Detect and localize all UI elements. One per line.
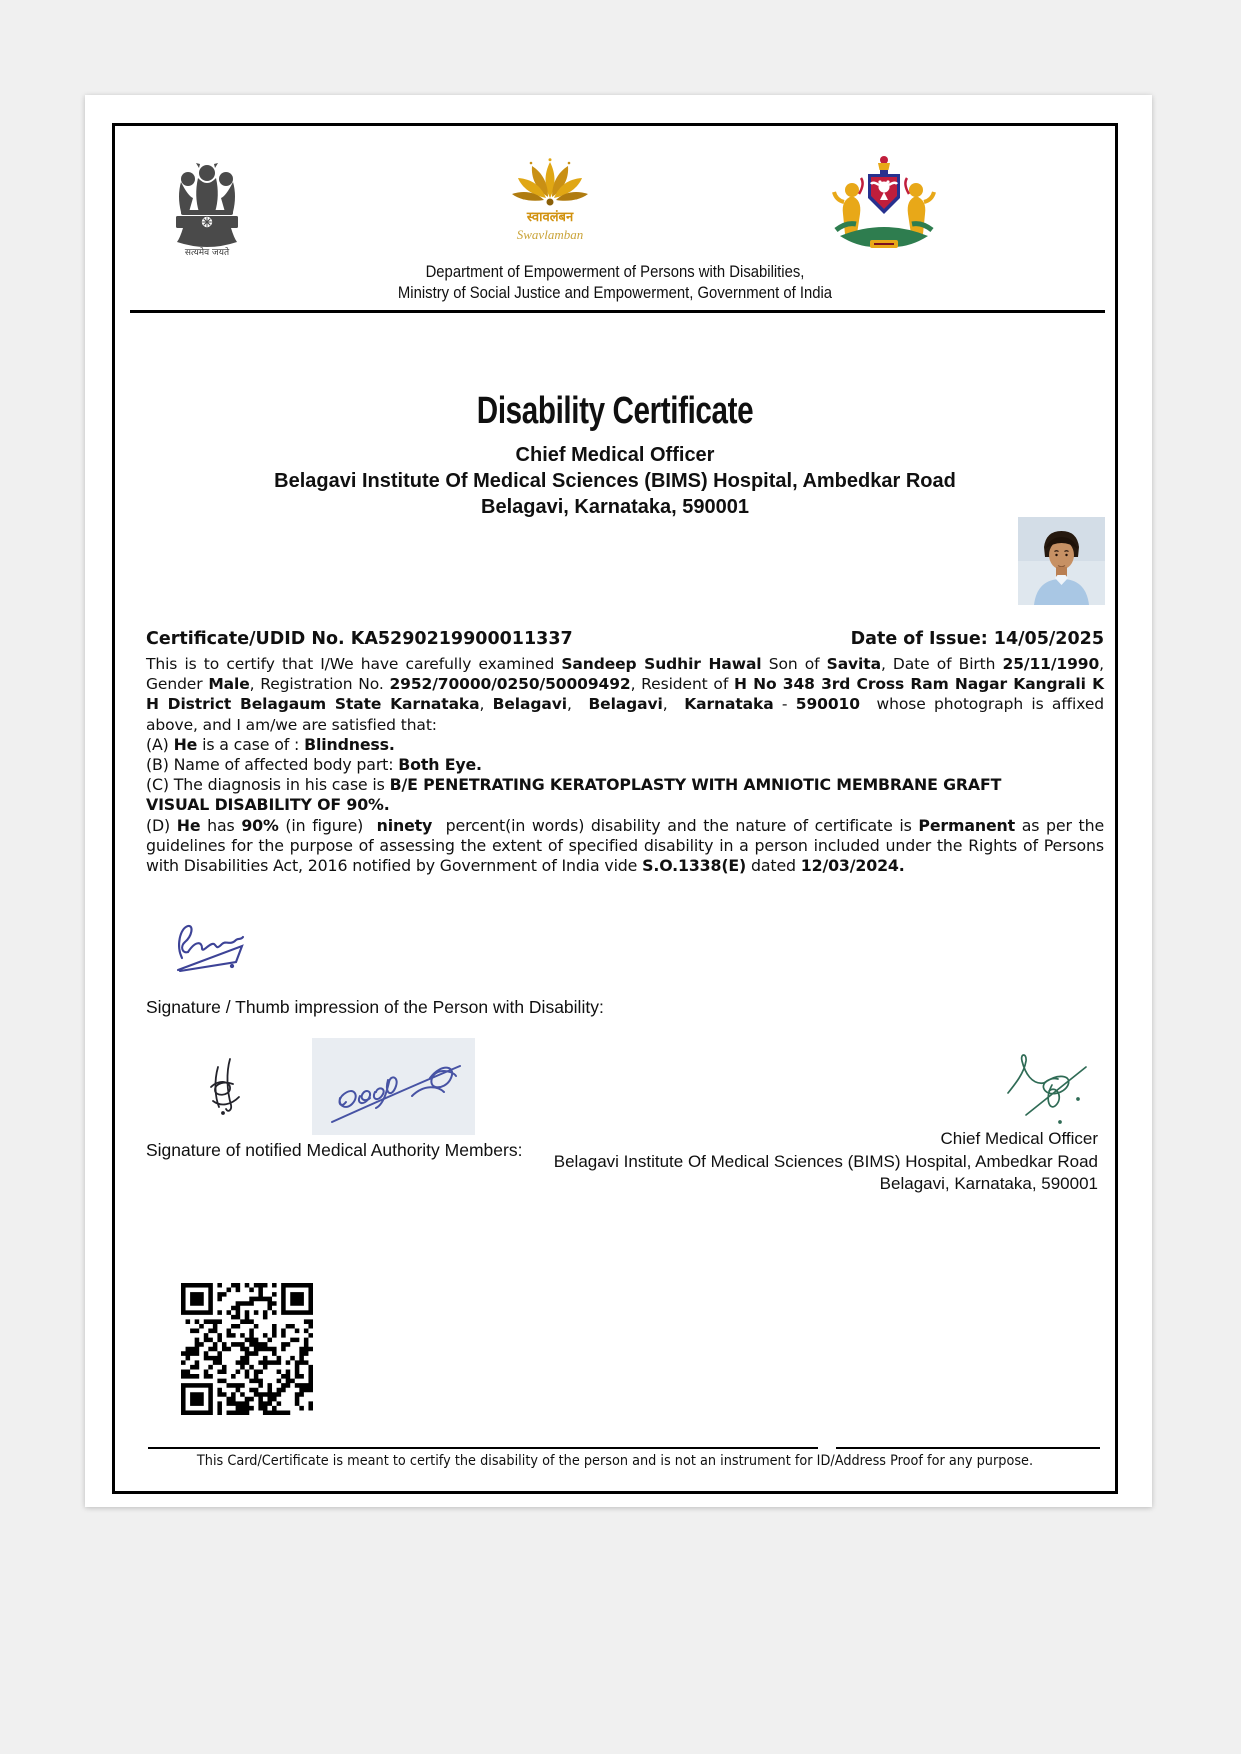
ministry-header [165, 262, 1065, 304]
clause-d: (D) He has 90% (in figure) ninety percent(in words) disability and the nature of certificate is Permanent as per the guidelines for the purpose of assessing the extent of specified disability in a person included under the Rights of Persons with Disabilities Act, 2016 notified by Government of India vide S.O.1338(E) dated 12/03/2024. [146, 815, 1109, 876]
issuing-office-address: Belagavi, Karnataka, 590001 [481, 496, 749, 518]
header-divider [130, 310, 1105, 313]
cmo-institute: Belagavi Institute Of Medical Sciences (BIMS) Hospital, Ambedkar Road [553, 1151, 1098, 1171]
udid-number: Certificate/UDID No. KA5290219900011337 [146, 629, 573, 649]
person-signature-label: Signature / Thumb impression of the Person with Disability: [146, 997, 604, 1017]
cmo-address: Belagavi, Karnataka, 590001 [879, 1174, 1098, 1193]
india-motto-text: सत्यमेव जयते [184, 248, 230, 258]
cmo-title: Chief Medical Officer [940, 1129, 1098, 1148]
footer-divider-left [148, 1447, 818, 1449]
logo-text-hindi: स्वावलंबन [526, 210, 574, 225]
footer-disclaimer: This Card/Certificate is meant to certify the disability of the person and is not an instrument for ID/Address Proof for any purpose. [196, 1453, 1034, 1469]
certificate-border-frame [112, 123, 1118, 1494]
clause-a: (A) He is a case of : Blindness. [146, 734, 395, 754]
footer-divider-right [836, 1447, 1100, 1449]
clause-c: (C) The diagnosis in his case is B/E PENETRATING KERATOPLASTY WITH AMNIOTIC MEMBRANE GRAFT VISUAL DISABILITY OF 90%. [146, 775, 1002, 815]
certificate-body [146, 629, 1110, 876]
dept-line-1: Department of Empowerment of Persons with Disabilities, [425, 263, 805, 281]
authority-signature-1 [203, 1053, 248, 1115]
issue-date: Date of Issue: 14/05/2025 [850, 629, 1104, 649]
certificate-title: Disability Certificate [476, 390, 754, 432]
applicant-photo [1018, 517, 1105, 605]
authority-signature-label: Signature of notified Medical Authority Members: [146, 1140, 523, 1160]
authority-signature-2 [312, 1038, 475, 1135]
karnataka-emblem-icon [830, 152, 938, 256]
cmo-signature [998, 1041, 1093, 1126]
clause-b: (B) Name of affected body part: Both Eye. [146, 755, 482, 775]
india-emblem-icon [167, 158, 247, 258]
cmo-designation-block [538, 1128, 1098, 1196]
issuing-office-institute: Belagavi Institute Of Medical Sciences (BIMS) Hospital, Ambedkar Road [274, 470, 956, 492]
certificate-meta-row [146, 629, 1104, 649]
issuing-office-block [115, 442, 1115, 520]
qr-code [181, 1283, 313, 1415]
intro-paragraph: This is to certify that I/We have carefully examined Sandeep Sudhir Hawal Son of Savita, Date of Birth 25/11/1990, Gender Male, Registration No. 2952/70000/0250/50009492, Resident of H No 348 3rd Cross Ram Nagar Kangrali K H District Belagaum State Karnataka, Belagavi, Belagavi, Karnataka - 590010 whose photograph is affixed above, and I am/we are satisfied that: [146, 655, 1110, 734]
certificate-page [85, 95, 1152, 1507]
issuing-office-designation: Chief Medical Officer [515, 444, 715, 466]
dept-line-2: Ministry of Social Justice and Empowerment, Government of India [397, 284, 833, 302]
swavlamban-logo-icon [508, 158, 592, 254]
logo-text-english: Swavlamban [516, 227, 584, 242]
applicant-signature [172, 920, 257, 978]
